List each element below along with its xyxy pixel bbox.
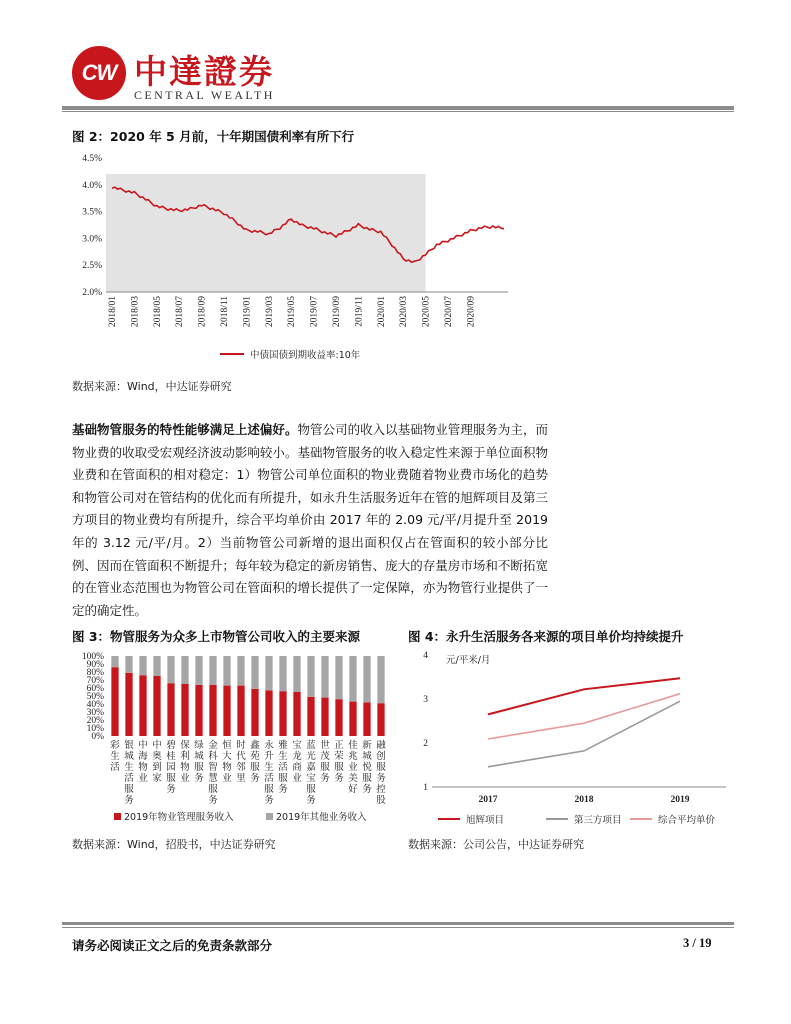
- bar-property-service: [111, 667, 118, 736]
- y-tick-label: 4.0%: [82, 180, 102, 191]
- bar-property-service: [181, 684, 188, 736]
- legend-label: 第三方项目: [574, 815, 622, 826]
- lead-sentence: 基础物管服务的特性能够满足上述偏好。: [72, 422, 298, 437]
- bar-other-business: [153, 656, 160, 676]
- bar-other-business: [307, 656, 314, 697]
- bar-property-service: [195, 685, 202, 736]
- x-category-label: 中奥到家: [152, 741, 162, 784]
- bar-property-service: [349, 702, 356, 736]
- bar-other-business: [377, 656, 384, 703]
- y-tick-label: 2.0%: [82, 288, 102, 298]
- bar-property-service: [237, 686, 244, 736]
- figure4-title: 图 4：永升生活服务各来源的项目单价均持续提升: [408, 629, 684, 644]
- bar-other-business: [209, 656, 216, 685]
- figure2-source: 数据来源：Wind，中达证券研究: [72, 380, 232, 393]
- bar-property-service: [293, 692, 300, 736]
- y-tick-label: 60%: [86, 684, 104, 694]
- bar-property-service: [307, 697, 314, 736]
- footer-divider: [62, 922, 734, 925]
- y-tick-label: 100%: [81, 652, 104, 662]
- y-tick-label: 20%: [86, 716, 104, 726]
- page-number: 3 / 19: [683, 936, 712, 950]
- x-category-label: 佳兆业美好: [348, 741, 358, 795]
- x-category-label: 绿城服务: [194, 741, 204, 784]
- x-tick-label: 2018/09: [197, 296, 208, 328]
- bar-other-business: [111, 656, 118, 667]
- bar-property-service: [279, 691, 286, 736]
- y-tick-label: 40%: [86, 700, 104, 710]
- y-tick-label: 30%: [86, 708, 104, 718]
- y-tick-label: 70%: [86, 676, 104, 686]
- x-tick-label: 2020/07: [444, 296, 454, 328]
- x-tick-label: 2019/01: [242, 296, 253, 328]
- body-paragraph: [72, 419, 548, 622]
- bar-property-service: [377, 703, 384, 736]
- x-tick-label: 2019: [670, 795, 690, 805]
- bar-other-business: [321, 656, 328, 698]
- header-divider: [62, 106, 734, 110]
- x-category-label: 彩生活: [110, 741, 120, 773]
- brand-name-cn: 中達證券: [134, 52, 274, 91]
- x-tick-label: 2018/05: [152, 296, 163, 328]
- y-tick-label: 2.5%: [82, 261, 102, 272]
- figure2-title: 图 2：2020 年 5 月前，十年期国债利率有所下行: [72, 129, 355, 144]
- bar-other-business: [223, 656, 230, 686]
- y-tick-label: 1: [423, 783, 428, 793]
- figure2-chart: [62, 148, 532, 370]
- x-tick-label: 2018/01: [108, 296, 118, 328]
- bar-other-business: [139, 656, 146, 675]
- bar-property-service: [153, 676, 160, 736]
- bar-other-business: [237, 656, 244, 686]
- y-tick-label: 80%: [86, 668, 104, 678]
- bar-property-service: [167, 683, 174, 736]
- y-axis-unit: 元/平米/月: [446, 655, 491, 666]
- figure4-chart: [408, 645, 734, 833]
- x-tick-label: 2020/03: [399, 296, 410, 328]
- legend-swatch: [114, 813, 121, 820]
- bar-other-business: [251, 656, 258, 689]
- bar-other-business: [293, 656, 300, 692]
- bar-other-business: [279, 656, 286, 691]
- bar-property-service: [265, 690, 272, 736]
- x-category-label: 雅生活服务: [278, 741, 288, 795]
- bar-property-service: [209, 685, 216, 736]
- legend-label: 2019年其他业务收入: [276, 812, 367, 823]
- x-tick-label: 2020/05: [421, 296, 432, 328]
- series-line: [488, 678, 680, 714]
- figure3-title: 图 3：物管服务为众多上市物管公司收入的主要来源: [72, 629, 361, 644]
- bar-property-service: [335, 699, 342, 736]
- x-tick-label: 2018/03: [130, 296, 141, 328]
- y-tick-label: 50%: [86, 692, 104, 702]
- y-tick-label: 10%: [86, 724, 104, 734]
- x-tick-label: 2020/01: [376, 296, 387, 328]
- figure3-source: 数据来源：Wind，招股书，中达证券研究: [72, 838, 276, 851]
- bar-other-business: [335, 656, 342, 699]
- legend-label: 旭辉项目: [466, 815, 505, 826]
- legend-label: 2019年物业管理服务收入: [124, 812, 234, 823]
- y-tick-label: 3.5%: [82, 207, 102, 218]
- x-category-label: 恒大物业: [222, 741, 232, 784]
- logo-mark: CW: [81, 60, 117, 85]
- x-category-label: 永升生活服务: [264, 741, 274, 806]
- bar-property-service: [223, 686, 230, 736]
- header-divider-thin: [62, 111, 734, 112]
- x-tick-label: 2018: [574, 795, 594, 805]
- y-tick-label: 3: [423, 695, 428, 705]
- x-category-label: 保利物业: [180, 741, 190, 784]
- figure4-source: 数据来源：公司公告，中达证券研究: [408, 838, 584, 851]
- bar-other-business: [195, 656, 202, 685]
- y-tick-label: 4: [423, 651, 428, 661]
- x-category-label: 碧桂园服务: [166, 741, 176, 795]
- x-category-label: 金科智慧服务: [208, 741, 218, 806]
- footer-divider-thin: [62, 927, 734, 928]
- brand-name-en: CENTRAL WEALTH: [134, 88, 275, 102]
- x-tick-label: 2018/07: [175, 296, 186, 328]
- y-tick-label: 90%: [86, 660, 104, 670]
- bar-other-business: [167, 656, 174, 683]
- x-tick-label: 2019/03: [264, 296, 275, 328]
- body-text: 物管公司的收入以基础物业管理服务为主，而物业费的收取受宏观经济波动影响较小。基础物管服务的收入稳定性来源于单位面积物业费和在管面积的相对稳定：1）物管公司单位面积的物业费随着物业费市场化的趋势和物管公司对在管结构的优化而有所提升，如永升生活服务近年在管的旭辉项目及第三方项目的物业费均有所提升，综合平均单价由 2017 年的 2.09 元/平/月提升至 2019 年的 3.12 元/平/月。2）当前物管公司新增的退出面积仅占在管面积的较小部分比例、因而在管面积不断提升；每年较为稳定的新房销售、庞大的存量房市场和不断拓宽的在管业态范围也为物管公司在管面积的增长提供了一定保障，亦为物管行业提供了一定的确定性。: [72, 422, 548, 618]
- bar-property-service: [139, 675, 146, 736]
- x-category-label: 融创服务控股: [376, 741, 386, 806]
- bar-property-service: [125, 673, 132, 736]
- x-tick-label: 2019/11: [354, 296, 365, 327]
- x-tick-label: 2019/05: [287, 296, 298, 328]
- bar-other-business: [349, 656, 356, 702]
- x-tick-label: 2020/09: [466, 296, 477, 328]
- x-tick-label: 2019/07: [309, 296, 320, 328]
- bar-property-service: [321, 698, 328, 736]
- x-category-label: 新城悦服务: [362, 741, 372, 795]
- y-tick-label: 3.0%: [82, 234, 102, 245]
- x-tick-label: 2019/09: [332, 296, 342, 328]
- x-tick-label: 2017: [478, 795, 498, 805]
- x-tick-label: 2018/11: [220, 296, 230, 327]
- legend-label: 中债国债到期收益率:10年: [250, 350, 361, 361]
- y-tick-label: 2: [423, 739, 428, 749]
- x-category-label: 中海物业: [138, 741, 148, 784]
- bar-property-service: [251, 689, 258, 736]
- x-category-label: 银城生活服务: [124, 741, 134, 806]
- bar-other-business: [181, 656, 188, 684]
- bar-other-business: [363, 656, 370, 702]
- bar-other-business: [125, 656, 132, 673]
- x-category-label: 蓝光嘉宝服务: [306, 741, 316, 806]
- bar-other-business: [265, 656, 272, 690]
- legend-swatch: [266, 813, 273, 820]
- x-category-label: 正荣服务: [334, 741, 344, 784]
- bar-property-service: [363, 702, 370, 736]
- footer-disclaimer: 请务必阅读正文之后的免责条款部分: [72, 938, 273, 953]
- x-category-label: 世茂服务: [320, 741, 330, 784]
- y-tick-label: 4.5%: [82, 154, 102, 164]
- figure3-chart: [62, 648, 394, 830]
- x-category-label: 宝龙商业: [292, 741, 302, 784]
- y-tick-label: 0%: [91, 732, 104, 742]
- legend-label: 综合平均单价: [658, 815, 716, 826]
- x-category-label: 鑫苑服务: [250, 741, 260, 784]
- x-category-label: 时代邻里: [236, 741, 246, 784]
